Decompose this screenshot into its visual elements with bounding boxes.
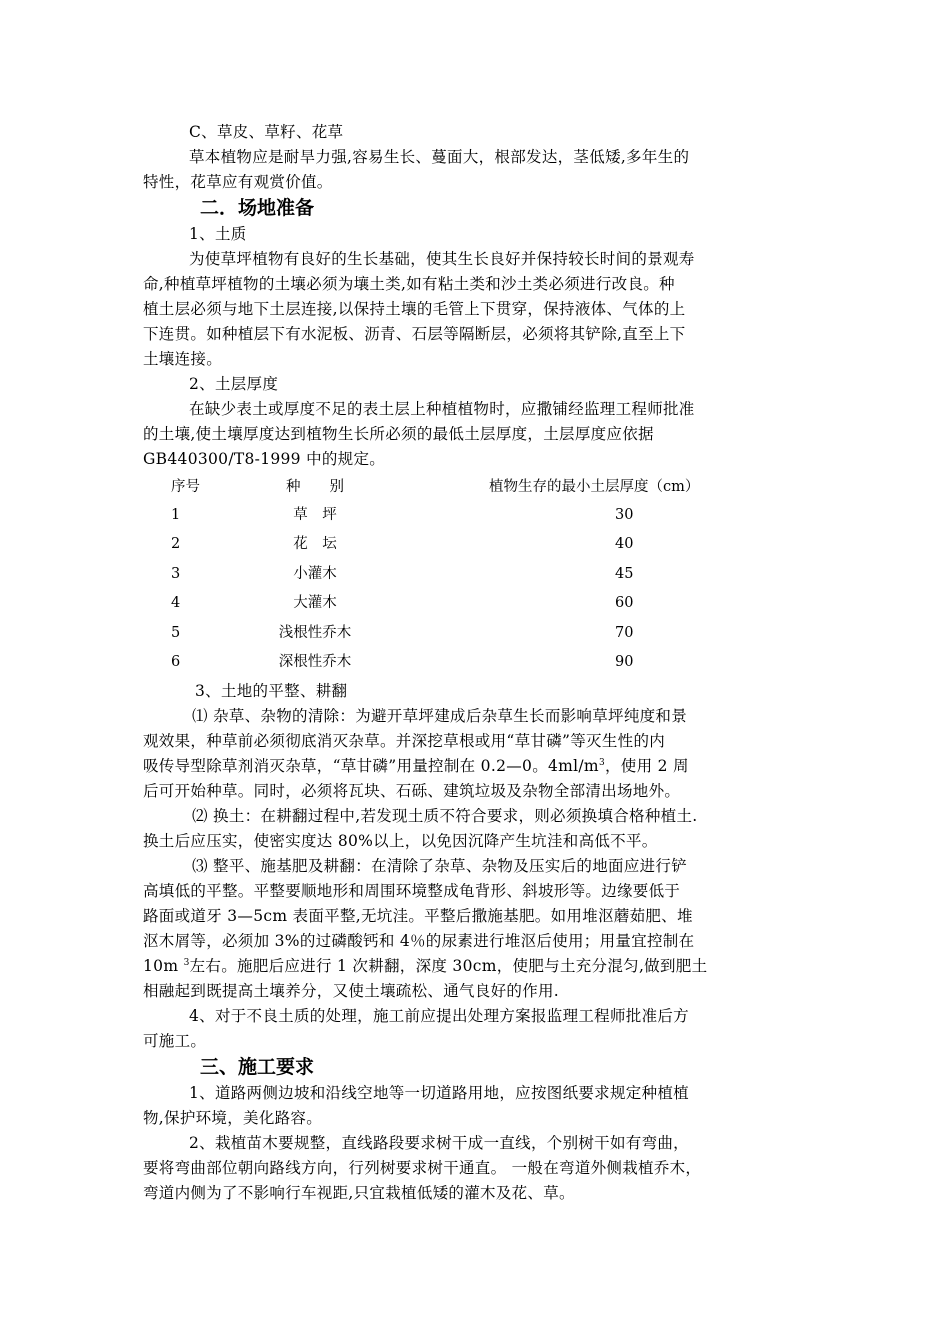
paragraph-line: 路面或道牙 3—5cm 表面平整,无坑洼。平整后撒施基肥。如用堆沤蘑茹肥、堆 xyxy=(143,907,693,926)
paragraph-line: 草本植物应是耐旱力强,容易生长、蔓面大，根部发达，茎低矮,多年生的 xyxy=(189,148,690,166)
text-segment: 10m xyxy=(143,957,179,976)
paragraph-line: GB440300/T8-1999 中的规定。 xyxy=(143,450,386,468)
paragraph-line: 2、栽植苗木要规整，直线路段要求树干成一直线，个别树干如有弯曲， xyxy=(189,1134,689,1153)
paragraph-line: ⑴ 杂草、杂物的清除：为避开草坪建成后杂草生长而影响草坪纯度和景 xyxy=(192,707,688,726)
cell-type: 小灌木 xyxy=(293,565,337,582)
paragraph-line: 1、道路两侧边坡和沿线空地等一切道路用地，应按图纸要求规定种植植 xyxy=(189,1084,689,1103)
paragraph-line: ⑵ 换土：在耕翻过程中,若发现土质不符合要求，则必须换填合格种植土. xyxy=(192,807,698,826)
cell-depth: 70 xyxy=(615,624,634,641)
paragraph-line: 在缺少表土或厚度不足的表土层上种植植物时，应撒铺经监理工程师批准 xyxy=(189,400,695,418)
cell-type: 深根性乔木 xyxy=(278,653,352,670)
cell-no: 6 xyxy=(171,653,181,670)
table-row xyxy=(143,560,808,589)
table-row xyxy=(143,648,808,677)
paragraph-line: 4、对于不良土质的处理，施工前应提出处理方案报监理工程师批准后方 xyxy=(189,1007,689,1026)
cell-no: 2 xyxy=(171,536,181,553)
paragraph-line: 植土层必须与地下土层连接,以保持土壤的毛管上下贯穿，保持液体、气体的上 xyxy=(143,300,686,318)
cell-depth: 40 xyxy=(615,536,634,553)
paragraph-line: 物,保护环境，美化路容。 xyxy=(143,1109,323,1128)
section-c-title: C、草皮、草籽、花草 xyxy=(189,123,344,141)
thickness-title: 2、土层厚度 xyxy=(189,375,279,393)
text-segment: 吸传导型除草剂消灭杂草，“草甘磷”用量控制在 0.2—0。4ml/m xyxy=(143,757,599,776)
cell-type: 大灌木 xyxy=(293,595,337,612)
cell-no: 3 xyxy=(171,565,181,582)
superscript: 3 xyxy=(598,758,605,769)
paragraph-line: 弯道内侧为了不影响行车视距,只宜栽植低矮的灌木及花、草。 xyxy=(143,1184,575,1203)
paragraph-line: 高填低的平整。平整要顺地形和周围环境整成龟背形、斜坡形等。边缘要低于 xyxy=(143,882,681,901)
text-segment: 左右。施肥后应进行 1 次耕翻，深度 30cm，使肥与土充分混匀,做到肥土 xyxy=(189,957,708,976)
paragraph-line: 要将弯曲部位朝向路线方向，行列树要求树干通直。 一般在弯道外侧栽植乔木， xyxy=(143,1159,702,1178)
table-row xyxy=(143,589,808,618)
paragraph-line: 的土壤,使土壤厚度达到植物生长所必须的最低土层厚度，土层厚度应依据 xyxy=(143,425,654,443)
header-type: 种 别 xyxy=(286,479,344,495)
table-header-row xyxy=(143,474,808,501)
paragraph-line: 可施工。 xyxy=(143,1032,207,1051)
cell-no: 4 xyxy=(171,595,181,612)
paragraph-line: ⑶ 整平、施基肥及耕翻：在清除了杂草、杂物及压实后的地面应进行铲 xyxy=(192,857,688,876)
paragraph-line: 土壤连接。 xyxy=(143,350,223,368)
section-2-heading: 二．场地准备 xyxy=(200,197,315,219)
table-row xyxy=(143,530,808,559)
paragraph-line: 后可开始种草。同时，必须将瓦块、石砾、建筑垃圾及杂物全部清出场地外。 xyxy=(143,782,681,801)
cell-type: 浅根性乔木 xyxy=(278,624,352,641)
cell-depth: 60 xyxy=(615,595,634,612)
paragraph-line: 换土后应压实，使密实度达 80%以上，以免因沉降产生坑洼和高低不平。 xyxy=(143,832,658,851)
section-3-heading: 三、施工要求 xyxy=(200,1056,315,1079)
cell-no: 5 xyxy=(171,624,181,641)
leveling-title: 3、土地的平整、耕翻 xyxy=(195,682,348,701)
text-segment: ，使用 2 周 xyxy=(604,757,689,776)
superscript: 3 xyxy=(183,958,190,969)
table-row xyxy=(143,501,808,530)
table-row xyxy=(143,619,808,648)
cell-depth: 90 xyxy=(615,653,634,670)
paragraph-line: 为使草坪植物有良好的生长基础，使其生长良好并保持较长时间的景观寿 xyxy=(189,250,695,268)
paragraph-line xyxy=(143,754,808,779)
paragraph-line: 相融起到既提高土壤养分，又使土壤疏松、通气良好的作用. xyxy=(143,982,560,1001)
paragraph-line: 特性，花草应有观赏价值。 xyxy=(143,173,333,191)
cell-depth: 30 xyxy=(615,507,634,523)
cell-depth: 45 xyxy=(615,565,634,582)
soil-title: 1、土质 xyxy=(189,225,247,243)
document-page xyxy=(143,120,808,1206)
paragraph-line: 命,种植草坪植物的土壤必须为壤土类,如有粘土类和沙土类必须进行改良。种 xyxy=(143,275,675,293)
cell-type: 花 坛 xyxy=(293,536,337,553)
paragraph-line: 沤木屑等，必须加 3%的过磷酸钙和 4％的尿素进行堆沤后使用；用量宜控制在 xyxy=(143,932,695,951)
paragraph-line: 观效果，种草前必须彻底消灭杂草。并深挖草根或用“草甘磷”等灭生性的内 xyxy=(143,732,666,751)
paragraph-line: 下连贯。如种植层下有水泥板、沥青、石层等隔断层，必须将其铲除,直至上下 xyxy=(143,325,686,343)
cell-type: 草 坪 xyxy=(293,507,337,523)
header-depth: 植物生存的最小土层厚度（cm） xyxy=(489,479,700,495)
soil-depth-table xyxy=(143,474,808,677)
paragraph-line xyxy=(143,954,808,979)
cell-no: 1 xyxy=(171,507,181,523)
header-no: 序号 xyxy=(171,479,200,495)
